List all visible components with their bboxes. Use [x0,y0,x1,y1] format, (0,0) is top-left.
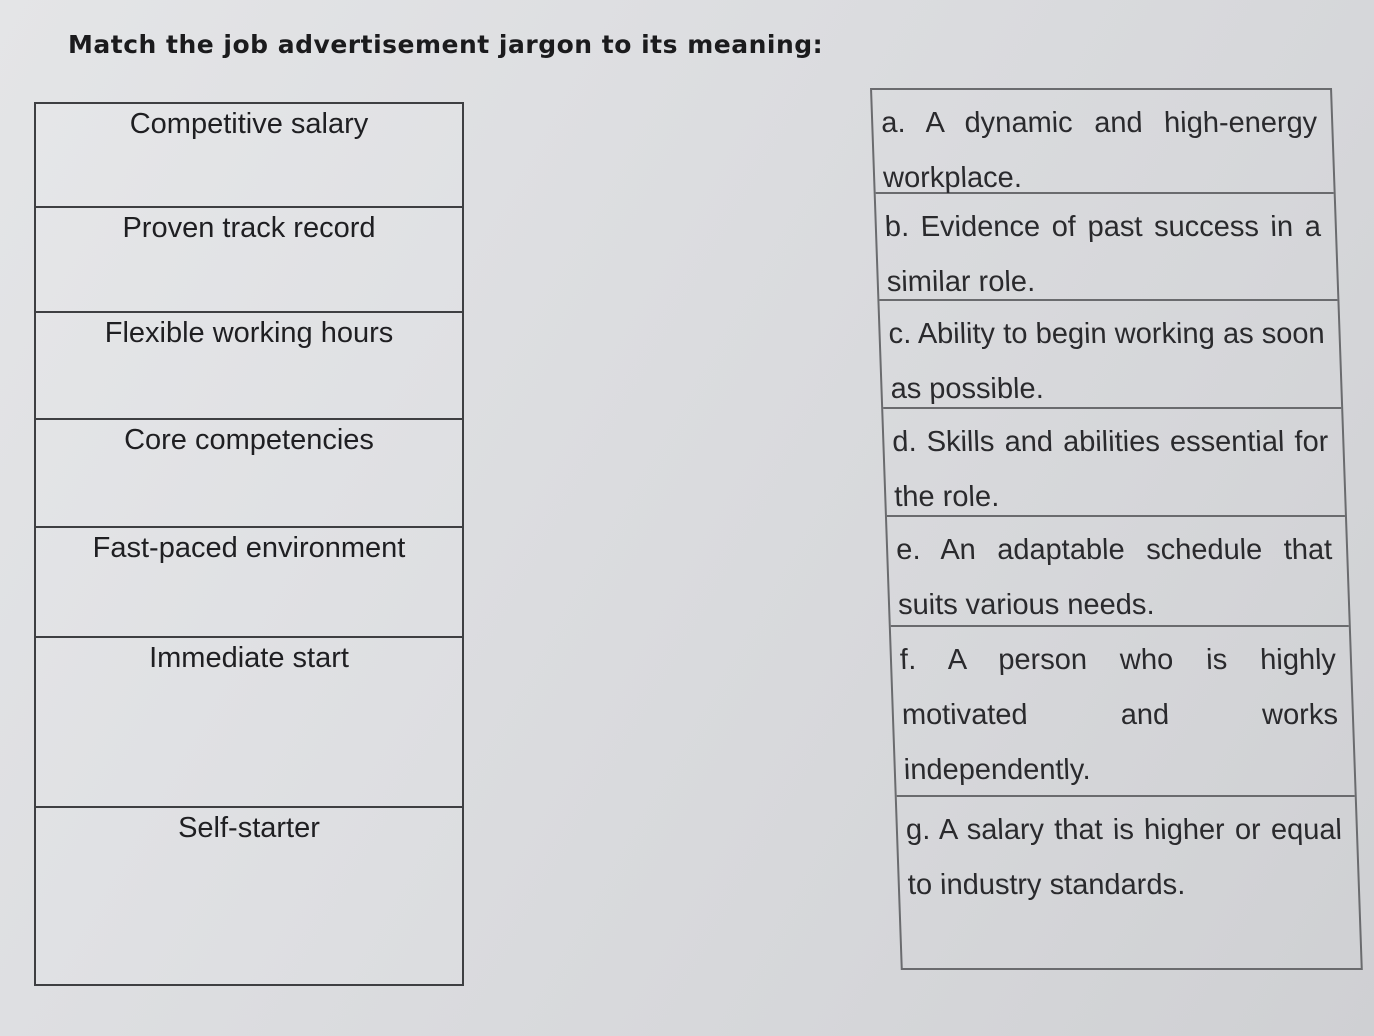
term-label: Fast-paced environment [92,532,406,564]
term-row [36,420,462,528]
definition-text: b. Evidence of past success in a similar role. [884,211,1322,298]
definition-row [872,90,1334,194]
definition-text: e. An adaptable schedule that suits various needs. [895,534,1333,621]
definition-row [897,797,1361,968]
worksheet-title: Match the job advertisement jargon to its meaning: [68,30,824,59]
term-row [36,808,462,984]
definition-text: d. Skills and abilities essential for the role. [891,426,1329,513]
term-row [36,208,462,313]
term-label: Immediate start [149,642,349,674]
term-label: Self-starter [178,812,320,844]
definition-text: g. A salary that is higher or equal to industry standards. [905,814,1343,901]
definition-row [883,409,1345,517]
definition-text: c. Ability to begin working as soon as possible. [888,318,1326,405]
term-label: Core competencies [124,424,374,456]
definition-row [879,301,1341,409]
definitions-table [870,88,1363,970]
term-label: Competitive salary [129,108,369,140]
term-label: Flexible working hours [104,317,394,349]
term-label: Proven track record [122,212,376,244]
definition-text: f. A person who is highly motivated and works independently. [899,644,1339,786]
term-row [36,638,462,808]
definition-row [876,194,1338,301]
definition-text: a. A dynamic and high-energy workplace. [880,107,1318,194]
definition-row [887,517,1349,627]
term-row [36,104,462,208]
definition-row [891,627,1355,797]
term-row [36,313,462,420]
term-row [36,528,462,638]
terms-table [34,102,464,986]
